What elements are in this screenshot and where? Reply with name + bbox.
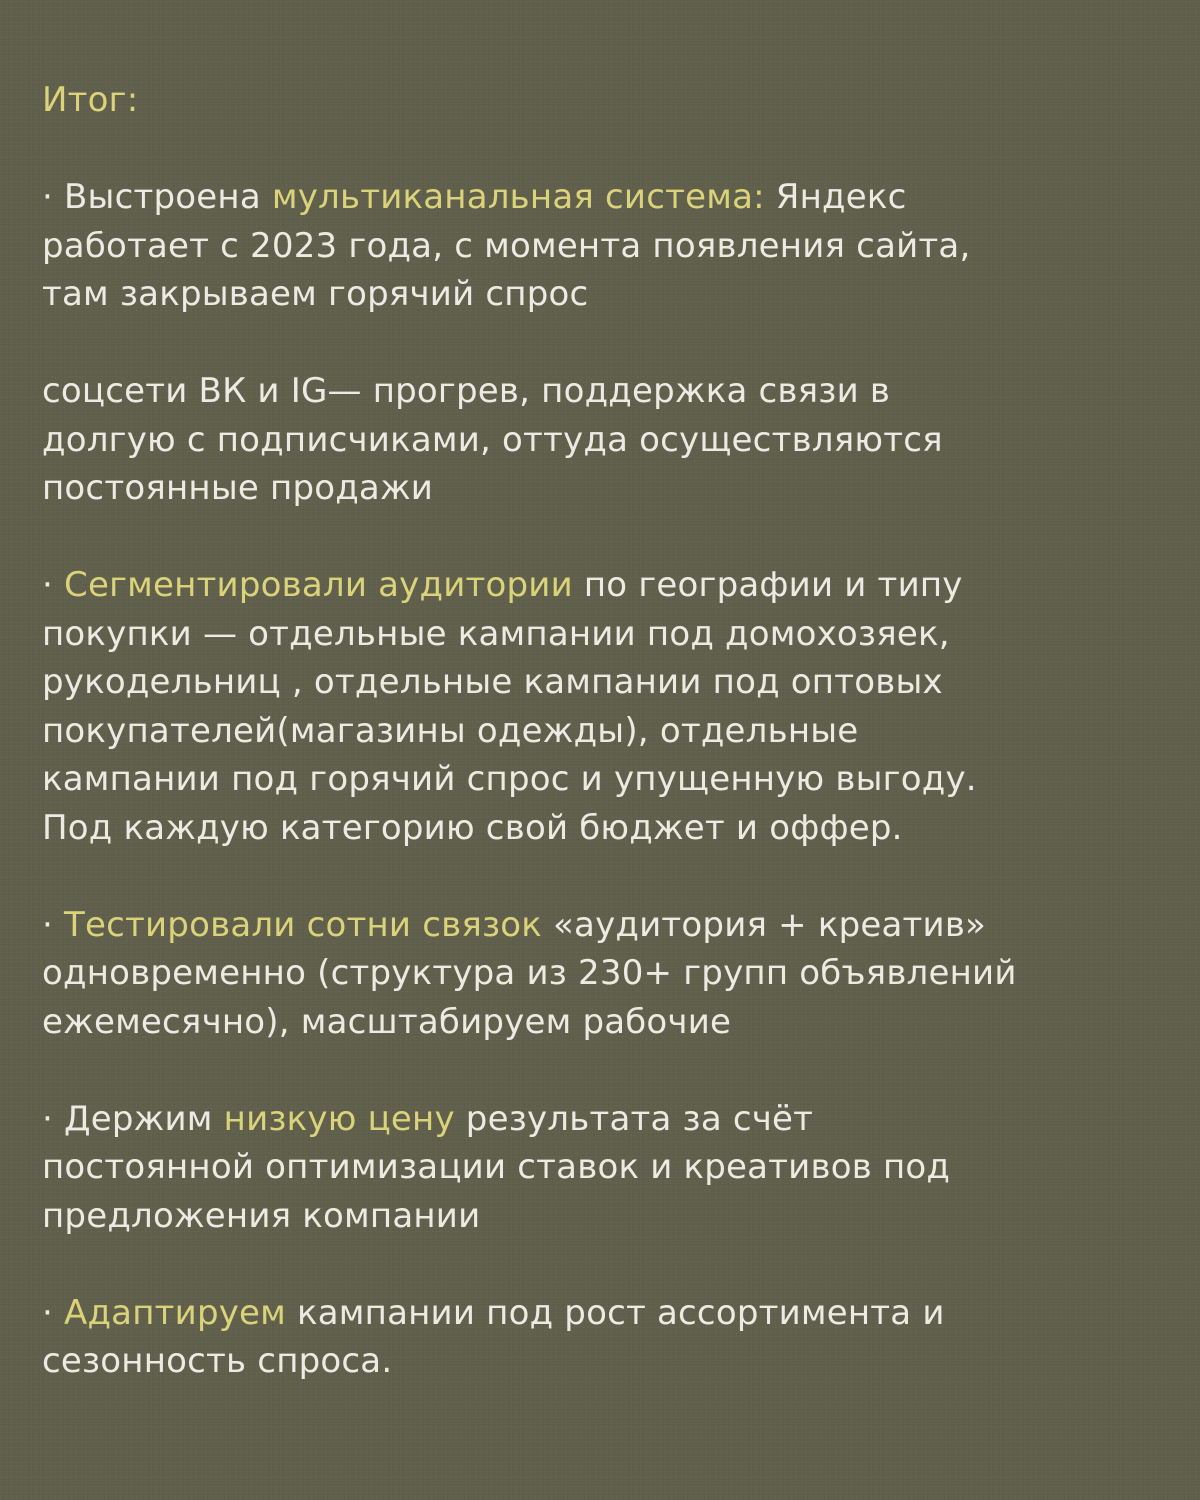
highlight-text: Сегментировали аудитории — [64, 565, 573, 605]
text-segment: · Держим — [42, 1098, 224, 1139]
highlight-text: низкую цену — [223, 1098, 455, 1139]
text-segment: · — [42, 904, 65, 945]
text-segment: · Выстроена — [42, 177, 272, 217]
highlight-text: мультиканальная система: — [271, 177, 765, 217]
paragraph-line: предложения компании — [42, 1195, 481, 1236]
highlight-text: Адаптируем — [64, 1292, 287, 1333]
text-segment: · — [42, 565, 65, 605]
paragraph-line — [42, 1095, 1160, 1144]
spacer — [42, 125, 1160, 174]
paragraph-line: там закрываем горячий спрос — [42, 274, 589, 314]
paragraph-line — [42, 173, 1160, 222]
paragraph-line: долгую с подписчиками, оттуда осуществляются — [42, 419, 943, 460]
spacer — [42, 852, 1160, 901]
spacer — [42, 319, 1160, 368]
paragraph-line — [42, 1289, 1160, 1338]
summary-title: Итог: — [42, 80, 139, 120]
text-segment: «аудитория + креатив» — [542, 904, 987, 945]
spacer — [42, 1046, 1160, 1095]
text-segment: кампании под рост ассортимента и — [286, 1292, 945, 1333]
paragraph-line: работает с 2023 года, с момента появления сайта, — [42, 225, 971, 266]
paragraph-line: покупки — отдельные кампании под домохозяек, — [42, 613, 950, 654]
paragraph-line: кампании под горячий спрос и упущенную выгоду. — [42, 759, 977, 799]
paragraph-line: постоянные продажи — [42, 468, 434, 508]
paragraph-segmentation — [42, 561, 1160, 852]
paragraph-line — [42, 901, 1160, 950]
text-segment: · — [42, 1292, 65, 1333]
text-segment: Яндекс — [764, 177, 907, 217]
paragraph-line — [42, 561, 1160, 610]
paragraph-line: соцсети ВК и IG— прогрев, поддержка связи в — [42, 371, 891, 411]
spacer — [42, 1240, 1160, 1289]
paragraph-line: постоянной оптимизации ставок и креативов под — [42, 1147, 951, 1187]
paragraph-line: сезонность спроса. — [42, 1341, 393, 1381]
paragraph-testing — [42, 901, 1160, 1047]
paragraph-line: Под каждую категорию свой бюджет и оффер. — [42, 807, 903, 848]
paragraph-line: рукодельниц , отдельные кампании под оптовых — [42, 662, 943, 702]
paragraph-social — [42, 367, 1160, 513]
highlight-text: Тестировали сотни связок — [64, 904, 543, 945]
paragraph-multichannel — [42, 173, 1160, 319]
text-segment: по географии и типу — [572, 565, 963, 605]
paragraph-adaptation — [42, 1289, 1160, 1386]
paragraph-line: одновременно (структура из 230+ групп объявлений — [42, 953, 1017, 993]
spacer — [42, 513, 1160, 562]
paragraph-line: ежемесячно), масштабируем рабочие — [42, 1001, 732, 1042]
paragraph-low-price — [42, 1095, 1160, 1241]
paragraph-line: покупателей(магазины одежды), отдельные — [42, 710, 859, 751]
text-segment: результата за счёт — [454, 1098, 814, 1139]
